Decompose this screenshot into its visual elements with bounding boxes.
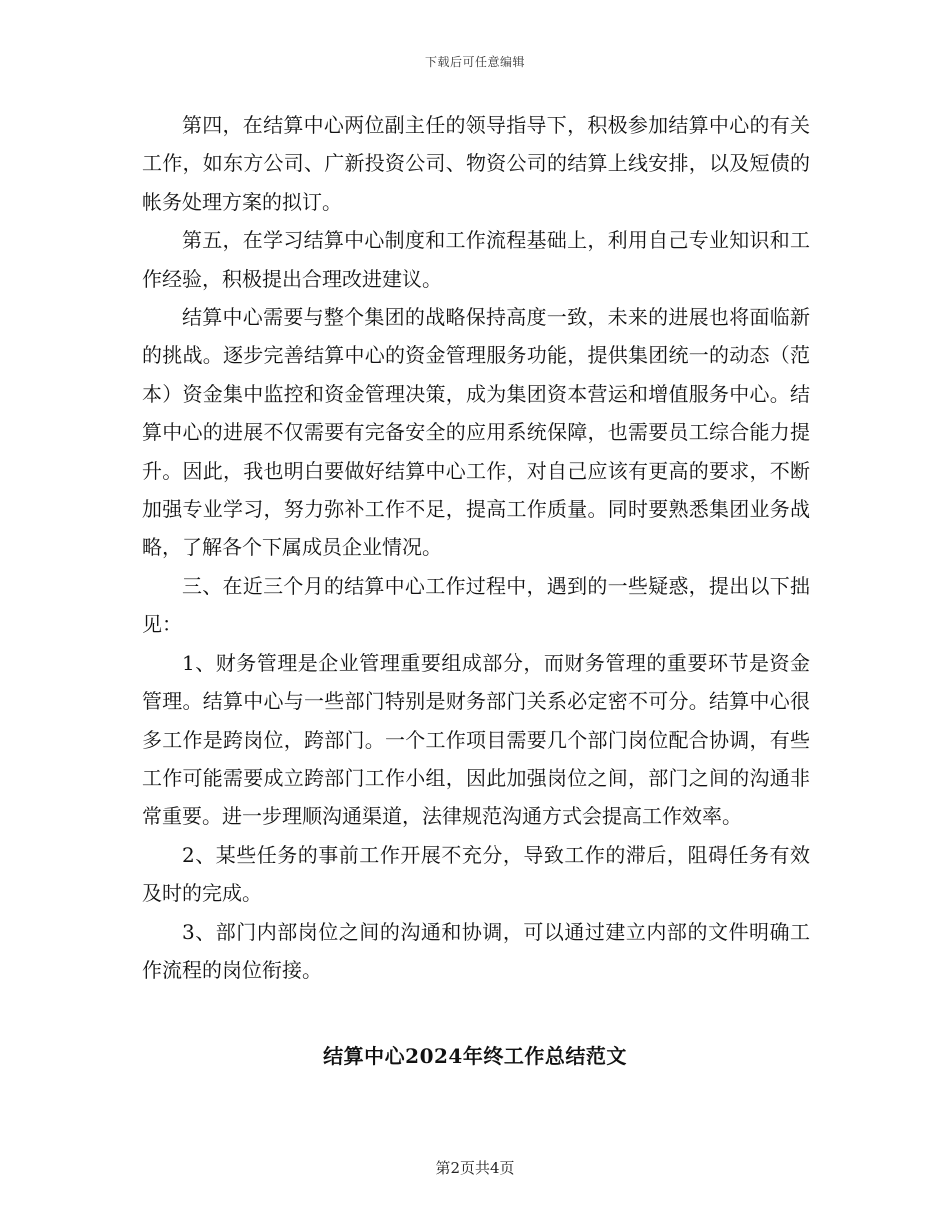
paragraph: 1、财务管理是企业管理重要组成部分，而财务管理的重要环节是资金管理。结算中心与一些部门特别是财务部门关系必定密不可分。结算中心很多工作是跨岗位，跨部门。一个工作项目需要几个部门岗位配合协调，有些工作可能需要成立跨部门工作小组，因此加强岗位之间，部门之间的沟通非常重要。进一步理顺沟通渠道，法律规范沟通方式会提高工作效率。 <box>142 650 810 829</box>
page-header: 下载后可任意编辑 <box>424 55 525 69</box>
section-title: 结算中心2024年终工作总结范文 <box>323 1044 627 1068</box>
paragraph: 2、某些任务的事前工作开展不充分，导致工作的滞后，阻碍任务有效及时的完成。 <box>142 842 810 906</box>
paragraph: 3、部门内部岗位之间的沟通和协调，可以通过建立内部的文件明确工作流程的岗位衔接。 <box>142 919 810 982</box>
paragraph: 三、在近三个月的结算中心工作过程中，遇到的一些疑惑，提出以下拙见： <box>142 573 810 637</box>
paragraph: 第五，在学习结算中心制度和工作流程基础上，利用自己专业知识和工作经验，积极提出合理改进建议。 <box>142 228 810 291</box>
document-body <box>142 106 810 989</box>
paragraph: 第四，在结算中心两位副主任的领导指导下，积极参加结算中心的有关工作，如东方公司、广新投资公司、物资公司的结算上线安排，以及短债的帐务处理方案的拟订。 <box>142 113 810 214</box>
page-footer: 第2页共4页 <box>435 1159 515 1177</box>
paragraph: 结算中心需要与整个集团的战略保持高度一致，未来的进展也将面临新的挑战。逐步完善结算中心的资金管理服务功能，提供集团统一的动态（范本）资金集中监控和资金管理决策，成为集团资本营运和增值服务中心。结算中心的进展不仅需要有完备安全的应用系统保障，也需要员工综合能力提升。因此，我也明白要做好结算中心工作，对自己应该有更高的要求，不断加强专业学习，努力弥补工作不足，提高工作质量。同时要熟悉集团业务战略，了解各个下属成员企业情况。 <box>142 305 810 560</box>
